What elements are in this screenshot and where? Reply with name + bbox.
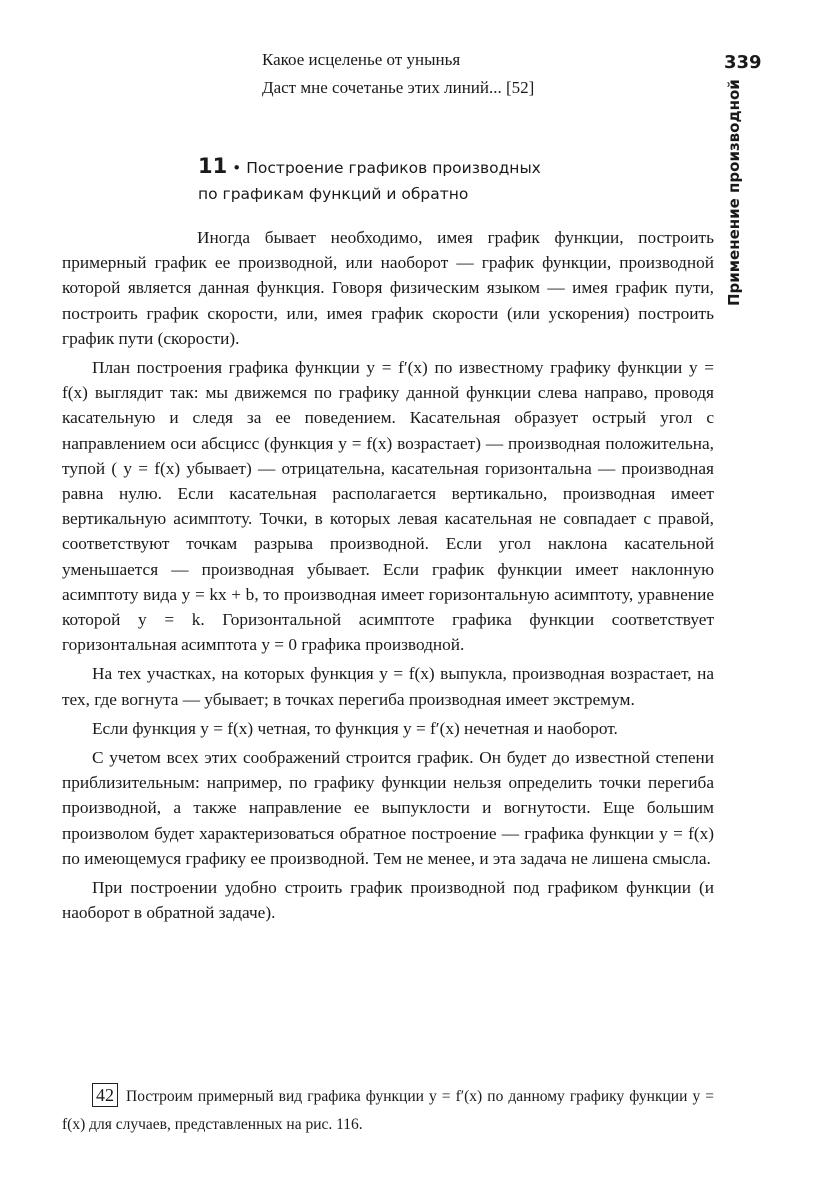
task-block	[62, 1083, 714, 1139]
task-text: Построим примерный вид графика функции y = f′(x) по данному графику функции y = f(x) для случаев, представленных на рис. 116.	[62, 1088, 714, 1133]
section-title-line-1: Построение графиков производных	[246, 159, 541, 177]
epigraph-line-2: Даст мне сочетанье этих линий... [52]	[262, 78, 535, 97]
paragraph-5: С учетом всех этих соображений строится график. Он будет до известной степени приблизительным: например, по графику функции нельзя определить точки перегиба производной, а также направление ее выпуклости и вогнутости. Еще большим произволом будет характеризоваться обратное построение — графика функции y = f(x) по имеющемуся графику ее производной. Тем не менее, и эта задача не лишена смысла.	[62, 748, 714, 868]
page-number: 339	[724, 52, 762, 73]
body-text	[62, 225, 714, 929]
section-title-line-2: по графикам функций и обратно	[198, 185, 469, 203]
section-heading	[198, 153, 541, 207]
paragraph-1: Иногда бывает необходимо, имея график функции, построить примерный график ее производной, или наоборот — график функции, производной которой является данная функция. Говоря физическим языком — имея график пути, построить график скорости, или, имея график скорости (или ускорения) построить график пути (скорости).	[62, 228, 714, 348]
paragraph-6: При построении удобно строить график производной под графиком функции (и наоборот в обратной задаче).	[62, 878, 714, 923]
epigraph-line-1: Какое исцеленье от унынья	[262, 50, 461, 69]
side-tab	[723, 79, 747, 326]
epigraph	[262, 46, 534, 102]
section-bullet: •	[232, 159, 242, 177]
task-number-box: 42	[92, 1083, 118, 1107]
paragraph-3: На тех участках, на которых функция y = f(x) выпукла, производная возрастает, на тех, где вогнута — убывает; в точках перегиба производная имеет экстремум.	[62, 664, 714, 709]
side-tab-label: Применение производной	[725, 79, 743, 306]
paragraph-4: Если функция y = f(x) четная, то функция y = f′(x) нечетная и наоборот.	[92, 718, 618, 738]
section-number: 11	[198, 154, 228, 178]
paragraph-2: План построения графика функции y = f′(x) по известному графику функции y = f(x) выглядит так: мы движемся по графику данной функции слева направо, проводя касательную и следя за ее поведением. Касательная образует острый угол с направлением оси абсцисс (функция y = f(x) возрастает) — производная положительна, тупой ( y = f(x) убывает) — отрицательна, касательная горизонтальна — производная равна нулю. Если касательная располагается вертикально, производная имеет вертикальную асимптоту. Точки, в которых левая касательная не совпадает с правой, соответствуют точкам разрыва производной. Если угол наклона касательной уменьшается — производная убывает. Если график функции имеет наклонную асимптоту вида y = kx + b, то производная имеет горизонтальную асимптоту, уравнение которой y = k. Горизонтальной асимптоте графика функции соответствует горизонтальная асимптота y = 0 графика производной.	[62, 358, 714, 655]
